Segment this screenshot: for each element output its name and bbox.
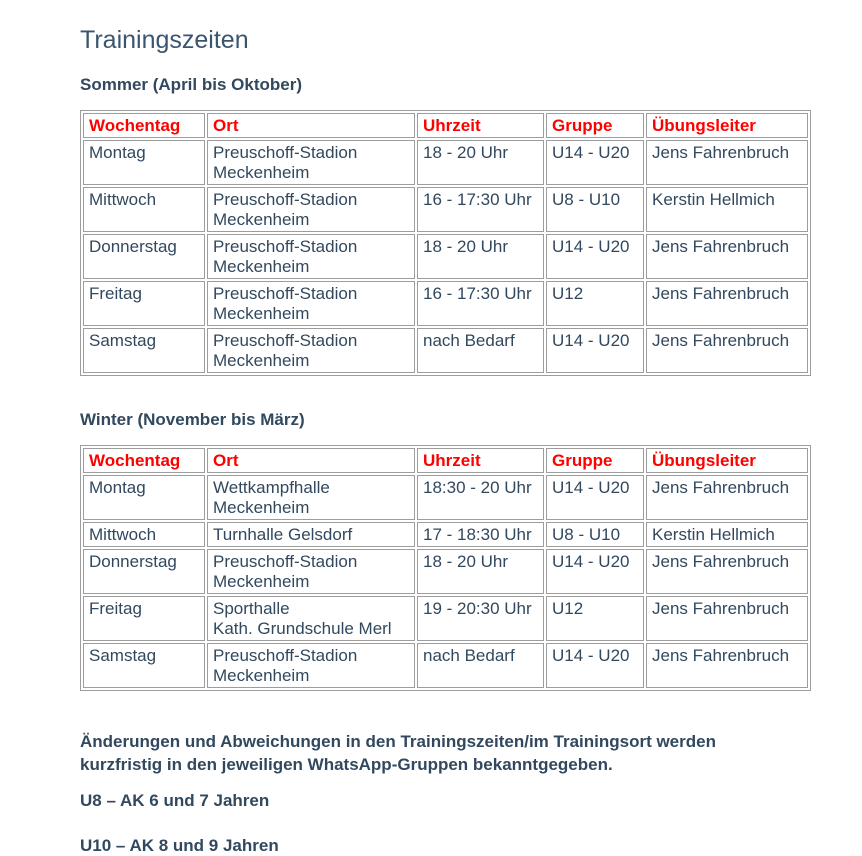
- cell-ort: [207, 187, 415, 232]
- cell-ort: [207, 596, 415, 641]
- cell-group: U14 - U20: [546, 234, 644, 279]
- cell-leader: Jens Fahrenbruch: [646, 643, 808, 688]
- ort-line: Sporthalle: [213, 599, 290, 618]
- cell-ort: [207, 328, 415, 373]
- ort-line: Preuschoff-Stadion: [213, 143, 358, 162]
- cell-day: Mittwoch: [83, 522, 205, 547]
- ort-line: Meckenheim: [213, 257, 310, 276]
- table-row: [83, 522, 808, 547]
- column-header-wochentag: Wochentag: [83, 448, 205, 473]
- cell-day: Samstag: [83, 643, 205, 688]
- table-row: [83, 596, 808, 641]
- column-header-uebungsleiter: Übungsleiter: [646, 113, 808, 138]
- cell-time: 18 - 20 Uhr: [417, 140, 544, 185]
- cell-time: nach Bedarf: [417, 643, 544, 688]
- ort-line: Preuschoff-Stadion: [213, 331, 358, 350]
- cell-time: 16 - 17:30 Uhr: [417, 187, 544, 232]
- cell-leader: Kerstin Hellmich: [646, 522, 808, 547]
- cell-leader: Jens Fahrenbruch: [646, 549, 808, 594]
- cell-day: Mittwoch: [83, 187, 205, 232]
- ort-line: Meckenheim: [213, 210, 310, 229]
- cell-day: Freitag: [83, 281, 205, 326]
- cell-leader: Kerstin Hellmich: [646, 187, 808, 232]
- table-row: [83, 281, 808, 326]
- column-header-wochentag: Wochentag: [83, 113, 205, 138]
- column-header-ort: Ort: [207, 113, 415, 138]
- ort-line: Preuschoff-Stadion: [213, 646, 358, 665]
- cell-leader: Jens Fahrenbruch: [646, 328, 808, 373]
- column-header-gruppe: Gruppe: [546, 113, 644, 138]
- cell-leader: Jens Fahrenbruch: [646, 234, 808, 279]
- cell-ort: [207, 643, 415, 688]
- cell-leader: Jens Fahrenbruch: [646, 140, 808, 185]
- u8-legend: U8 – AK 6 und 7 Jahren: [80, 791, 270, 810]
- ort-line: Preuschoff-Stadion: [213, 190, 358, 209]
- cell-ort: [207, 281, 415, 326]
- ort-line: Meckenheim: [213, 572, 310, 591]
- cell-time: nach Bedarf: [417, 328, 544, 373]
- table-header-row: [83, 113, 808, 138]
- cell-group: U12: [546, 281, 644, 326]
- column-header-ort: Ort: [207, 448, 415, 473]
- cell-leader: Jens Fahrenbruch: [646, 596, 808, 641]
- table-row: [83, 643, 808, 688]
- table-row: [83, 328, 808, 373]
- cell-time: 16 - 17:30 Uhr: [417, 281, 544, 326]
- cell-leader: Jens Fahrenbruch: [646, 475, 808, 520]
- cell-time: 17 - 18:30 Uhr: [417, 522, 544, 547]
- u10-legend: U10 – AK 8 und 9 Jahren: [80, 836, 279, 855]
- cell-ort: [207, 549, 415, 594]
- cell-day: Donnerstag: [83, 549, 205, 594]
- ort-line: Preuschoff-Stadion: [213, 237, 358, 256]
- cell-group: U12: [546, 596, 644, 641]
- table-header-row: [83, 448, 808, 473]
- winter-schedule-table: [80, 445, 811, 691]
- cell-group: U14 - U20: [546, 328, 644, 373]
- cell-group: U14 - U20: [546, 549, 644, 594]
- ort-line: Kath. Grundschule Merl: [213, 619, 392, 638]
- column-header-gruppe: Gruppe: [546, 448, 644, 473]
- ort-line: Meckenheim: [213, 304, 310, 323]
- cell-ort: [207, 522, 415, 547]
- table-row: [83, 140, 808, 185]
- summer-schedule-table: [80, 110, 811, 376]
- ort-line: Preuschoff-Stadion: [213, 552, 358, 571]
- ort-line: Meckenheim: [213, 163, 310, 182]
- column-header-uhrzeit: Uhrzeit: [417, 113, 544, 138]
- table-row: [83, 549, 808, 594]
- cell-day: Freitag: [83, 596, 205, 641]
- cell-time: 19 - 20:30 Uhr: [417, 596, 544, 641]
- ort-line: Meckenheim: [213, 351, 310, 370]
- cell-group: U14 - U20: [546, 475, 644, 520]
- ort-line: Wettkampfhalle: [213, 478, 330, 497]
- cell-day: Montag: [83, 475, 205, 520]
- ort-line: Meckenheim: [213, 666, 310, 685]
- column-header-uebungsleiter: Übungsleiter: [646, 448, 808, 473]
- winter-section-heading: Winter (November bis März): [80, 410, 305, 429]
- cell-day: Montag: [83, 140, 205, 185]
- cell-day: Donnerstag: [83, 234, 205, 279]
- ort-line: Preuschoff-Stadion: [213, 284, 358, 303]
- table-row: [83, 475, 808, 520]
- ort-line: Meckenheim: [213, 498, 310, 517]
- table-row: [83, 187, 808, 232]
- page-title: Trainingszeiten: [80, 26, 249, 54]
- cell-ort: [207, 140, 415, 185]
- table-row: [83, 234, 808, 279]
- column-header-uhrzeit: Uhrzeit: [417, 448, 544, 473]
- summer-section-heading: Sommer (April bis Oktober): [80, 75, 302, 94]
- cell-time: 18:30 - 20 Uhr: [417, 475, 544, 520]
- cell-time: 18 - 20 Uhr: [417, 234, 544, 279]
- cell-ort: [207, 475, 415, 520]
- cell-group: U14 - U20: [546, 643, 644, 688]
- cell-leader: Jens Fahrenbruch: [646, 281, 808, 326]
- cell-group: U14 - U20: [546, 140, 644, 185]
- ort-line: Turnhalle Gelsdorf: [213, 525, 353, 544]
- change-note: Änderungen und Abweichungen in den Trainingszeiten/im Trainingsort werden kurzfristig in den jeweiligen WhatsApp-Gruppen bekanntgegeben.: [80, 732, 716, 774]
- cell-ort: [207, 234, 415, 279]
- cell-time: 18 - 20 Uhr: [417, 549, 544, 594]
- cell-group: U8 - U10: [546, 522, 644, 547]
- cell-day: Samstag: [83, 328, 205, 373]
- cell-group: U8 - U10: [546, 187, 644, 232]
